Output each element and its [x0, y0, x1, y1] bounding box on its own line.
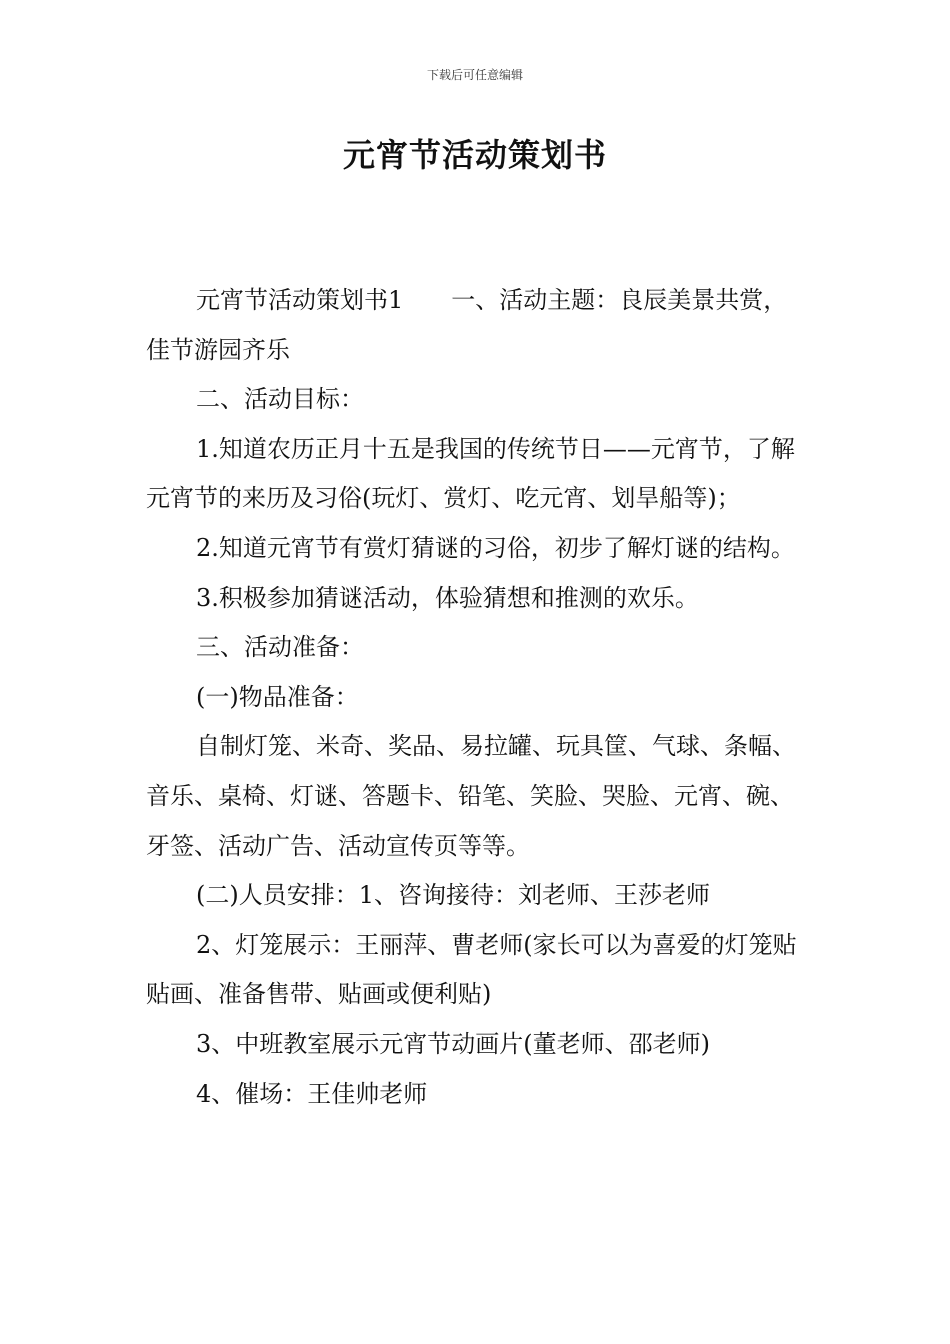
- paragraph-staff-2: 2、灯笼展示：王丽萍、曹老师(家长可以为喜爱的灯笼贴贴画、准备售带、贴画或便利贴): [146, 930, 797, 1009]
- paragraph-goal-3: 3.积极参加猜谜活动，体验猜想和推测的欢乐。: [196, 583, 699, 612]
- paragraph-items-list: 自制灯笼、米奇、奖品、易拉罐、玩具筐、气球、条幅、音乐、桌椅、灯谜、答题卡、铅笔、笑脸、哭脸、元宵、碗、牙签、活动广告、活动宣传页等等。: [146, 732, 796, 860]
- paragraph-goal-1: 1.知道农历正月十五是我国的传统节日——元宵节，了解元宵节的来历及习俗(玩灯、赏灯、吃元宵、划旱船等)；: [146, 434, 795, 513]
- paragraph-items-heading: (一)物品准备：: [196, 682, 359, 711]
- paragraph-prep-heading: 三、活动准备：: [196, 633, 364, 662]
- document-title: 元宵节活动策划书: [342, 136, 607, 174]
- paragraph-staff-3: 3、中班教室展示元宵节动画片(董老师、邵老师): [196, 1029, 710, 1058]
- paragraph-staff-1: (二)人员安排：1、咨询接待：刘老师、王莎老师: [196, 881, 710, 910]
- header-note: 下载后可任意编辑: [426, 68, 523, 82]
- paragraph-goals-heading: 二、活动目标：: [196, 385, 364, 414]
- paragraph-goal-2: 2.知道元宵节有赏灯猜谜的习俗，初步了解灯谜的结构。: [196, 533, 795, 562]
- paragraph-staff-4: 4、催场：王佳帅老师: [196, 1079, 428, 1108]
- paragraph-theme: 元宵节活动策划书1 一、活动主题：良辰美景共赏，佳节游园齐乐: [146, 286, 788, 364]
- document-body: [146, 276, 810, 1119]
